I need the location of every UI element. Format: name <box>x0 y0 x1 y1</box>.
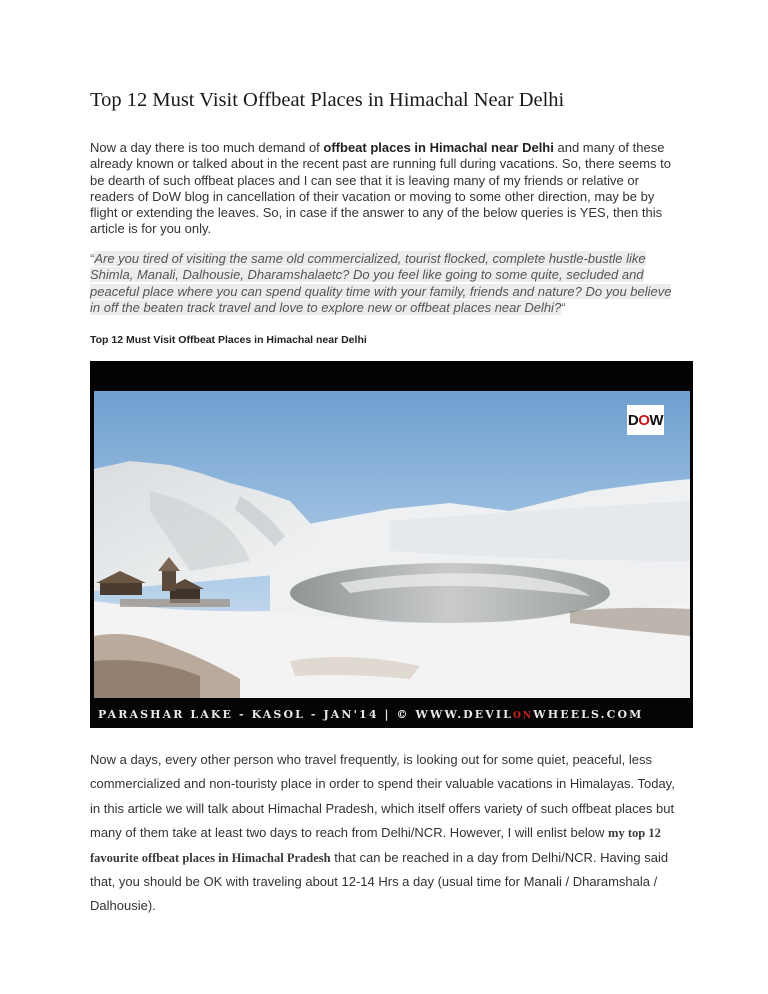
caption-text-on: ON <box>512 711 534 721</box>
quote-open-mark: “ <box>90 251 95 266</box>
parashar-lake-photo <box>90 361 693 728</box>
section-subheading: Top 12 Must Visit Offbeat Places in Himachal near Delhi <box>90 334 367 346</box>
body-keyword: my top 12 favourite offbeat places in Himachal Pradesh <box>90 826 661 865</box>
intro-text-start: Now a day there is too much demand of <box>90 140 324 155</box>
intro-keyword: offbeat places in Himachal near Delhi <box>323 140 554 155</box>
quote-text: Are you tired of visiting the same old commercialized, tourist flocked, complete hustle-bustle like Shimla, Manali, Dalhousie, Dharamshalaetc? Do you feel like going to some quite, secluded and peaceful place where you can spend quality time with your family, friends and nature? Do you believe in off the beaten track travel and love to explore new or offbeat places near Delhi? <box>90 251 672 315</box>
caption-text-right: WHEELS.COM <box>533 708 644 721</box>
article-title: Top 12 Must Visit Offbeat Places in Himachal Near Delhi <box>90 89 565 111</box>
body-paragraph <box>90 748 685 919</box>
caption-text-left: PARASHAR LAKE - KASOL - JAN'14 | © WWW.DEVIL <box>98 708 513 721</box>
logo-letter-o: O <box>638 411 650 429</box>
blockquote <box>90 251 685 316</box>
dow-logo <box>627 405 664 435</box>
logo-letter-d: D <box>627 411 639 429</box>
intro-paragraph <box>90 140 685 238</box>
landscape-image <box>90 361 693 728</box>
body-text-end: that can be reached in a day from Delhi/NCR. Having said that, you should be OK with traveling about 12-14 Hrs a day (usual time for Manali / Dharamshala / Dalhousie). <box>90 849 669 914</box>
intro-text-end: and many of these already known or talked about in the recent past are running full during vacations. So, there seems to be dearth of such offbeat places and I can see that it is leaving many of my friends or relative or readers of DoW blog in cancellation of their vacation or moving to some other direction, may be by flight or extending the leaves. So, in case if the answer to any of the below queries is YES, then this article is for you only. <box>90 140 672 237</box>
photo-caption <box>98 708 683 722</box>
logo-letter-w: W <box>649 411 664 429</box>
body-text-start: Now a days, every other person who travel frequently, is looking out for some quiet, peaceful, less commercialized and non-touristy place in order to spend their valuable vacations in Himalayas. Today, in this article we will talk about Himachal Pradesh, which itself offers variety of such offbeat places but many of them take at least two days to reach from Delhi/NCR. However, I will enlist below <box>90 752 675 841</box>
quote-close-mark: “ <box>561 299 566 315</box>
